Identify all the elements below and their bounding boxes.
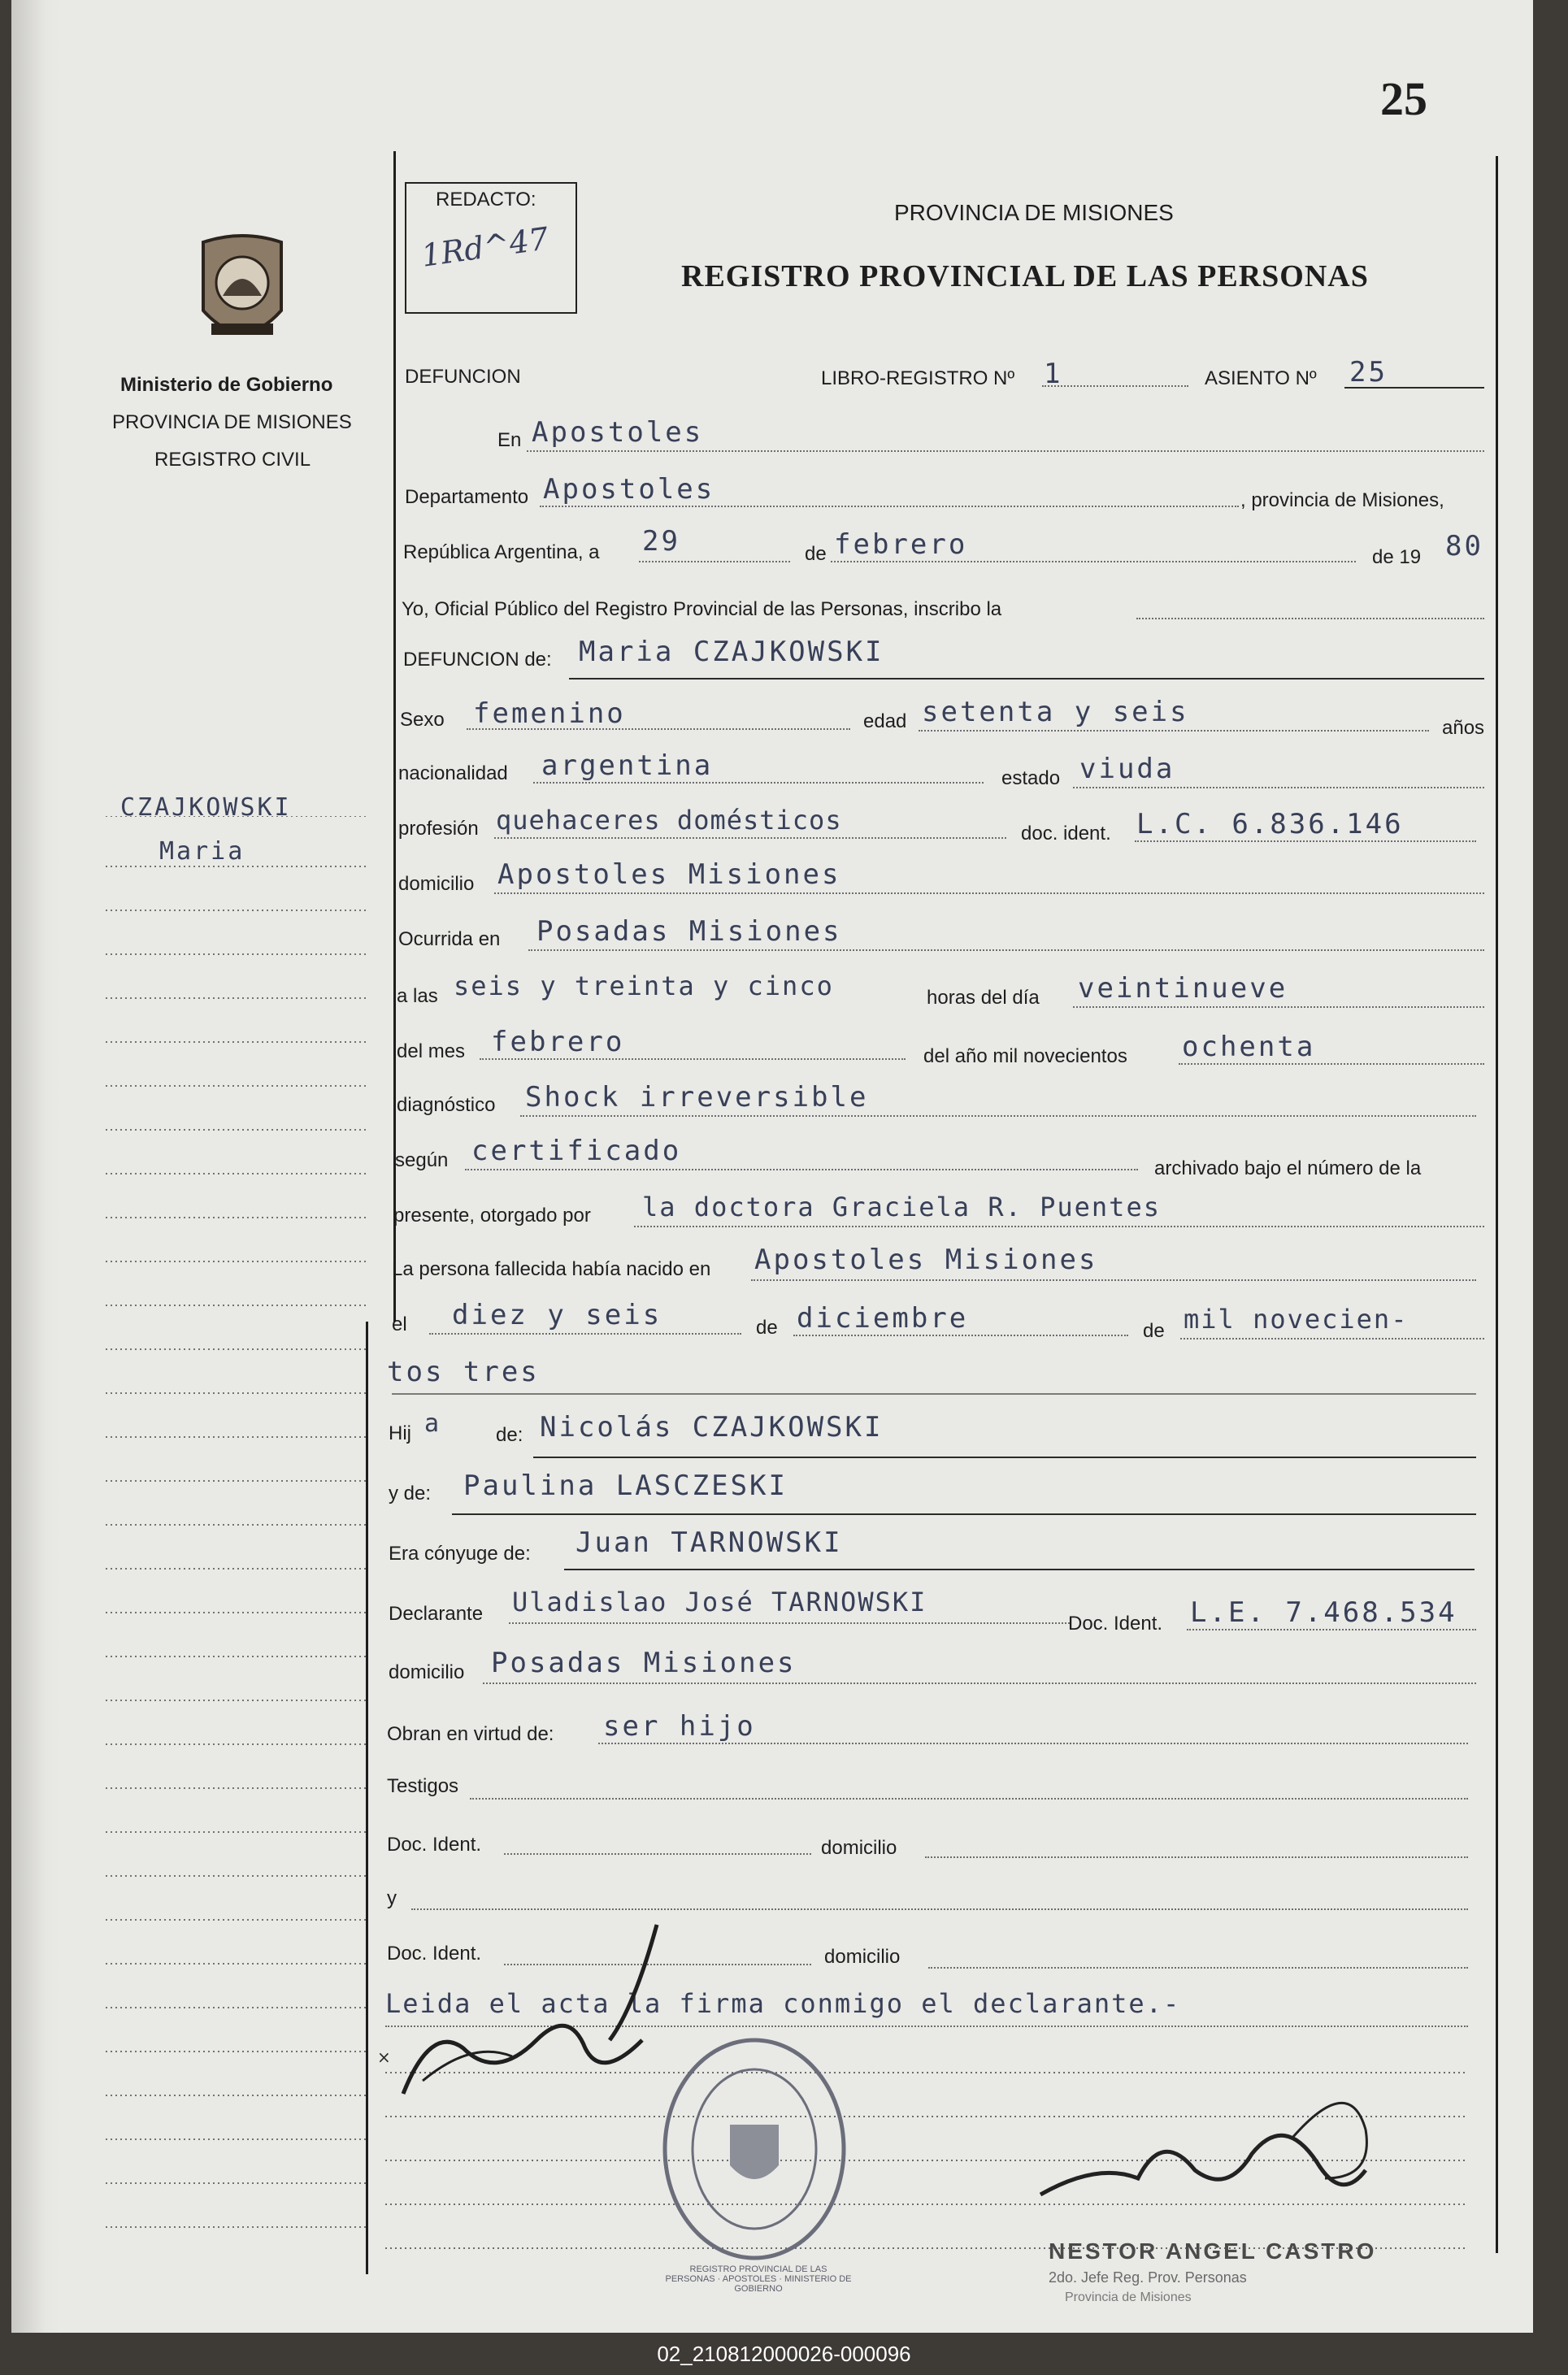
el-label: el: [392, 1313, 407, 1335]
obran-line: [598, 1743, 1468, 1744]
book-label: LIBRO-REGISTRO Nº: [821, 367, 1015, 389]
redacto-initials: 1Rd^47: [419, 220, 551, 274]
month-line: [831, 561, 1356, 562]
hijo-suffix: a: [424, 1409, 442, 1438]
doc-ident-label-2: Doc. Ident.: [387, 1943, 482, 1965]
nac-cont-line: [392, 1393, 1476, 1395]
diagnostico-value: Shock irreversible: [525, 1081, 869, 1114]
domicilio-line-2: [928, 1967, 1468, 1969]
y-line: [411, 1908, 1468, 1910]
conyuge-line: [564, 1569, 1475, 1570]
registry-seal: [650, 2034, 862, 2269]
profesion-label: profesión: [398, 818, 479, 840]
seal-text: REGISTRO PROVINCIAL DE LAS PERSONAS · APOSTOLES · MINISTERIO DE GOBIERNO: [665, 2264, 852, 2294]
estado-line: [1073, 787, 1484, 788]
declarante-value: Uladislao José TARNOWSKI: [512, 1587, 927, 1617]
book-line: [1042, 385, 1188, 387]
en-line: [527, 450, 1484, 452]
book-value: 1: [1044, 358, 1063, 390]
obran-label: Obran en virtud de:: [387, 1723, 554, 1745]
margin-surname: CZAJKOWSKI: [120, 793, 292, 822]
dia-value: veintinueve: [1078, 972, 1288, 1005]
year-prefix: de 19: [1372, 546, 1422, 568]
a-las-value: seis y treinta y cinco: [454, 970, 834, 1001]
ocurrida-line: [528, 949, 1484, 951]
redacto-label: REDACTO:: [436, 189, 536, 211]
defuncion-label: DEFUNCION de:: [403, 649, 552, 671]
day-line: [639, 561, 790, 562]
domicilio-line-1: [925, 1856, 1468, 1858]
decl-doc-value: L.E. 7.468.534: [1190, 1596, 1457, 1629]
decl-domicilio-label: domicilio: [389, 1661, 465, 1683]
declarante-label: Declarante: [389, 1603, 484, 1625]
province-suffix: , provincia de Misiones,: [1240, 489, 1444, 511]
sexo-label: Sexo: [400, 709, 445, 731]
form-type-label: DEFUNCION: [405, 366, 521, 388]
year-value: 80: [1445, 530, 1483, 562]
a-las-label: a las: [397, 985, 438, 1007]
conyuge-value: Juan TARNOWSKI: [576, 1526, 843, 1559]
deceased-value: Maria CZAJKOWSKI: [579, 636, 884, 668]
el-line: [429, 1333, 741, 1335]
nacionalidad-label: nacionalidad: [398, 762, 508, 784]
ocurrida-label: Ocurrida en: [398, 928, 501, 950]
nacionalidad-value: argentina: [541, 749, 714, 782]
domicilio-label-1: domicilio: [821, 1837, 897, 1859]
ano-label: del año mil novecientos: [923, 1045, 1127, 1067]
doc-line: [1135, 840, 1476, 842]
ano-value: ochenta: [1182, 1031, 1316, 1063]
domicilio-label: domicilio: [398, 873, 475, 895]
ocurrida-value: Posadas Misiones: [536, 915, 842, 948]
y-de-label: y de:: [389, 1483, 432, 1504]
obran-value: ser hijo: [603, 1710, 756, 1743]
dia-line: [1073, 1006, 1484, 1008]
nac-mes-line: [793, 1335, 1128, 1336]
presente-value: la doctora Graciela R. Puentes: [642, 1192, 1161, 1222]
estado-label: estado: [1001, 767, 1061, 789]
republic-label: República Argentina, a: [403, 541, 600, 563]
doc-ident-label-1: Doc. Ident.: [387, 1834, 482, 1856]
official-text: Yo, Oficial Público del Registro Provincial de las Personas, inscribo la: [402, 598, 1002, 620]
nac-ano-cont: tos tres: [387, 1356, 540, 1388]
coat-of-arms-icon: [187, 232, 298, 353]
redacto-stamp-box: [405, 182, 577, 314]
presente-line: [634, 1226, 1484, 1227]
decl-domicilio-line: [483, 1682, 1476, 1684]
domicilio-value: Apostoles Misiones: [497, 858, 841, 891]
en-label: En: [497, 429, 522, 451]
month-value: febrero: [834, 528, 968, 561]
domicilio-line: [494, 892, 1484, 894]
nacido-line: [751, 1279, 1476, 1281]
left-registry: REGISTRO CIVIL: [154, 449, 311, 471]
svg-text:×: ×: [377, 2047, 391, 2067]
hijo-label: Hij: [389, 1422, 411, 1444]
scan-id-footer: 02_210812000026-000096: [657, 2342, 911, 2366]
horas-label: horas del día: [927, 987, 1040, 1009]
leida-value: Leida el acta la firma conmigo el declarante.-: [385, 1988, 1181, 2019]
en-value: Apostoles: [532, 416, 704, 449]
el-value: diez y seis: [452, 1299, 662, 1331]
testigos-line: [470, 1798, 1468, 1800]
official-title-2: Provincia de Misiones: [1065, 2290, 1192, 2304]
official-signature: [1024, 2081, 1382, 2227]
padre-line: [533, 1457, 1476, 1458]
official-line: [1136, 618, 1484, 619]
testigos-label: Testigos: [387, 1775, 459, 1797]
left-province: PROVINCIA DE MISIONES: [112, 411, 352, 433]
segun-label: según: [395, 1149, 449, 1171]
conyuge-label: Era cónyuge de:: [389, 1543, 531, 1565]
y-label: y: [387, 1887, 397, 1909]
entry-value: 25: [1349, 356, 1388, 389]
official-title-1: 2do. Jefe Reg. Prov. Personas: [1049, 2269, 1247, 2286]
nacionalidad-line: [533, 782, 984, 784]
margin-ruled-lines: [98, 816, 374, 2271]
edad-line: [919, 730, 1429, 732]
left-ministry: Ministerio de Gobierno: [120, 374, 333, 396]
doc-value: L.C. 6.836.146: [1136, 808, 1404, 840]
edad-label: edad: [863, 710, 907, 732]
diagnostico-label: diagnóstico: [397, 1094, 496, 1116]
day-value: 29: [642, 525, 680, 558]
decl-doc-label: Doc. Ident.: [1068, 1613, 1163, 1635]
hijo-de-label: de:: [496, 1424, 523, 1446]
sexo-value: femenino: [473, 697, 626, 730]
nacido-label: La persona fallecida había nacido en: [392, 1258, 711, 1280]
segun-value: certificado: [471, 1135, 682, 1167]
mes-line: [480, 1058, 906, 1060]
decl-doc-line: [1187, 1629, 1476, 1630]
madre-value: Paulina LASCZESKI: [463, 1470, 788, 1502]
madre-line: [452, 1513, 1476, 1515]
diagnostico-line: [520, 1115, 1476, 1117]
nac-mes-value: diciembre: [797, 1302, 969, 1335]
profesion-line: [494, 837, 1006, 839]
ano-line: [1179, 1063, 1484, 1065]
segun-line: [465, 1169, 1138, 1170]
nac-ano-value: mil novecien-: [1184, 1304, 1409, 1335]
del-mes-label: del mes: [397, 1040, 466, 1062]
nac-de-label: de: [756, 1317, 778, 1339]
nacido-value: Apostoles Misiones: [754, 1244, 1098, 1276]
nac-ano-line: [1180, 1338, 1484, 1339]
dept-value: Apostoles: [543, 473, 715, 506]
dept-label: Departamento: [405, 486, 529, 508]
archivado-label: archivado bajo el número de la: [1154, 1157, 1422, 1179]
header-province: PROVINCIA DE MISIONES: [894, 200, 1174, 225]
mes-value: febrero: [491, 1026, 625, 1058]
estado-value: viuda: [1079, 753, 1175, 785]
nac-de-label-2: de: [1143, 1320, 1165, 1342]
presente-label: presente, otorgado por: [393, 1205, 591, 1227]
day-de-label: de: [805, 543, 827, 565]
doc-ident-line-1: [504, 1853, 811, 1855]
declarante-line: [509, 1622, 1070, 1624]
doc-label: doc. ident.: [1021, 823, 1111, 844]
main-left-rule: [393, 151, 396, 1322]
header-registry: REGISTRO PROVINCIAL DE LAS PERSONAS: [681, 259, 1369, 293]
deceased-line: [569, 678, 1484, 680]
profesion-value: quehaceres domésticos: [496, 805, 842, 836]
decl-domicilio-value: Posadas Misiones: [491, 1647, 797, 1679]
padre-value: Nicolás CZAJKOWSKI: [540, 1411, 884, 1444]
entry-label: ASIENTO Nº: [1205, 367, 1317, 389]
official-name: NESTOR ANGEL CASTRO: [1049, 2238, 1377, 2264]
main-right-rule: [1496, 156, 1498, 2253]
page-number: 25: [1380, 72, 1427, 125]
domicilio-label-2: domicilio: [824, 1946, 901, 1968]
anos-label: años: [1442, 717, 1485, 739]
declarant-signature: [374, 1918, 667, 2113]
edad-value: setenta y seis: [922, 696, 1189, 728]
page-binding: [11, 0, 60, 2333]
margin-name: Maria: [159, 837, 245, 866]
dept-line: [540, 506, 1239, 507]
